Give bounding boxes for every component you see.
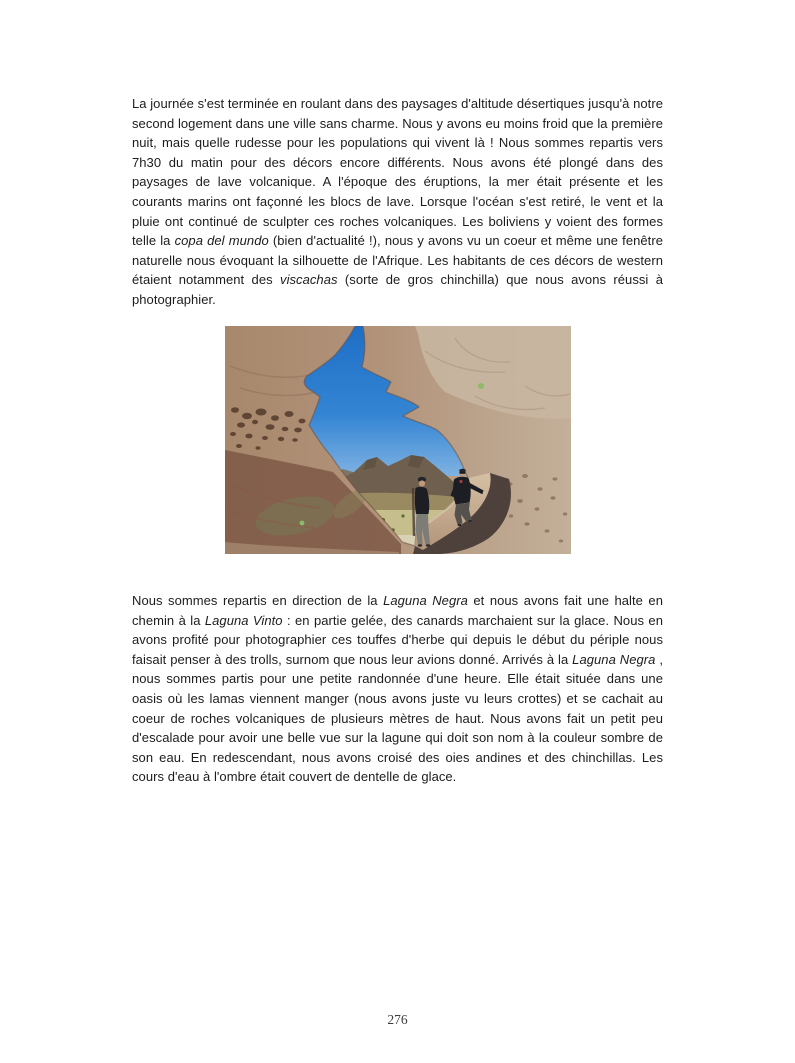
text-run: , nous sommes partis pour une petite randonnée d'une heure. Elle était située dans une oasis où les lamas viennent manger (nous avons juste vu leurs crottes) et se cachait au coeur de roches volcaniques de plusieurs mètres de haut. Nous avons fait un petit peu d'escalade pour avoir une belle vue sur la lagune qui doit son nom à la couleur sombre de son eau. En redescendant, nous avons croisé des oies andines et des chinchillas. Les cours d'eau à l'ombre était couvert de dentelle de glace. (132, 651, 663, 785)
text-run: copa del mundo (174, 233, 269, 249)
text-run: : en partie gelée, des canards marchaient sur la glace. Nous en avons profité pour photographier ces touffes d'herbe qui depuis le début du périple nous faisait penser à des trolls, surnom que nous leur avions donné. Arrivés à la (132, 612, 663, 667)
paragraph-2 (132, 591, 663, 787)
slot-crevice (413, 488, 414, 536)
text-run: Laguna Vinto (204, 612, 283, 628)
text-run: (bien d'actualité !), nous y avons vu un coeur et même une fenêtre naturelle nous évoquant la silhouette de l'Afrique. Les habitants de ces décors de western étaient notamment des (132, 233, 663, 288)
text-run: Nous sommes repartis en direction de la (132, 593, 384, 608)
lichen-spot (478, 383, 484, 389)
photo-rock-window-graphic (225, 326, 571, 554)
text-run: Laguna Negra (572, 651, 656, 667)
photo-rock-window (225, 326, 571, 554)
text-run: Laguna Negra (383, 593, 468, 608)
text-run: (sorte de gros chinchilla) que nous avons réussi à photographier. (132, 272, 663, 307)
text-run: La journée s'est terminée en roulant dans des paysages d'altitude désertiques jusqu'à notre second logement dans une ville sans charme. Nous y avons eu moins froid que la première nuit, mais quelle rudesse pour les populations qui vivent là ! Nous sommes repartis vers 7h30 du matin pour des décors encore différents. Nous avons été plongé dans des paysages de lave volcanique. A l'époque des éruptions, la mer était présente et les courants marins ont façonné les blocs de lave. Lorsque l'océan s'est retiré, le vent et la pluie ont continué de sculpter ces roches volcaniques. Les boliviens y voient des formes telle la (132, 96, 663, 249)
text-run: viscachas (280, 272, 338, 288)
paragraph-1 (132, 94, 663, 310)
text-run: et nous avons fait une halte en chemin à la (132, 593, 663, 628)
lichen-spot (300, 521, 305, 526)
page-number: 276 (387, 1012, 408, 1027)
